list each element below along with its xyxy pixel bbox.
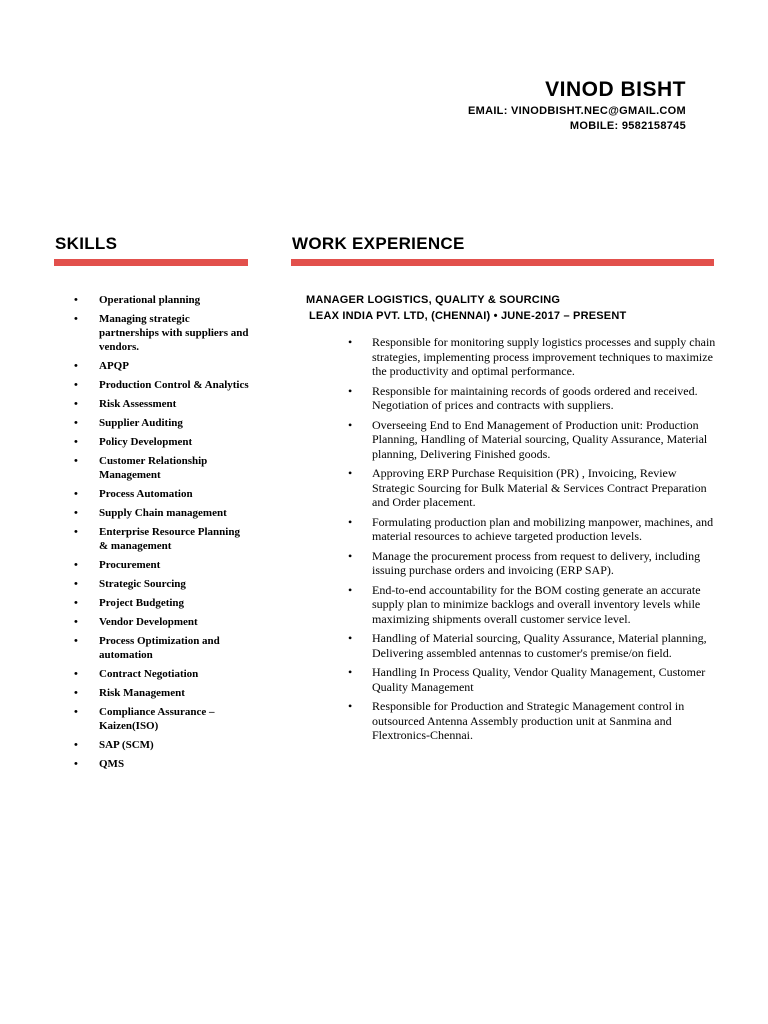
skill-item xyxy=(60,454,250,482)
skill-item xyxy=(60,435,250,449)
skills-heading: SKILLS xyxy=(55,234,118,253)
skill-item xyxy=(60,596,250,610)
duty-item-text: Manage the procurement process from request to delivery, including issuing purchase orders and invoicing (ERP SAP). xyxy=(372,548,701,577)
skill-item-text: Supply Chain management xyxy=(99,507,227,519)
duty-item xyxy=(340,515,718,544)
skill-item-text: Project Budgeting xyxy=(99,597,185,609)
bullet-icon: • xyxy=(74,294,78,306)
bullet-icon: • xyxy=(74,706,78,718)
skill-item xyxy=(60,312,250,354)
duty-item xyxy=(340,583,718,627)
bullet-icon: • xyxy=(348,631,353,645)
skill-item xyxy=(60,667,250,681)
bullet-icon: • xyxy=(74,488,78,500)
duty-item xyxy=(340,699,718,743)
bullet-icon: • xyxy=(348,417,353,432)
bullet-icon: • xyxy=(74,687,78,699)
bullet-icon: • xyxy=(74,668,78,680)
bullet-icon: • xyxy=(74,758,78,770)
skill-item-text: Enterprise Resource Planning & management xyxy=(99,526,240,552)
skill-item xyxy=(60,359,250,373)
skill-item-text: QMS xyxy=(99,758,125,770)
bullet-icon: • xyxy=(74,739,78,751)
candidate-name: VINOD BISHT xyxy=(545,78,686,101)
bullet-icon: • xyxy=(348,699,353,713)
bullet-icon: • xyxy=(74,578,78,590)
bullet-icon: • xyxy=(74,379,78,391)
skill-item-text: Supplier Auditing xyxy=(99,417,183,429)
duty-item-text: Handling In Process Quality, Vendor Quality Management, Customer Quality Management xyxy=(372,665,706,694)
skill-item xyxy=(60,378,250,392)
skill-item-text: Vendor Development xyxy=(99,616,198,628)
skill-item-text: Risk Management xyxy=(99,687,185,699)
bullet-icon: • xyxy=(74,398,78,410)
duty-item xyxy=(340,631,718,660)
bullet-icon: • xyxy=(74,526,78,538)
email-line: EMAIL: VINODBISHT.NEC@GMAIL.COM xyxy=(467,105,686,117)
duty-item xyxy=(340,418,718,462)
bullet-icon: • xyxy=(74,507,78,519)
duty-item xyxy=(340,665,718,694)
skill-item xyxy=(60,615,250,629)
duty-item-text: Overseeing End to End Management of Production unit: Production Planning, Handling of Material sourcing, Quality Assurance, Material planning, Delivering Finished goods. xyxy=(372,417,708,461)
bullet-icon: • xyxy=(348,548,353,563)
bullet-icon: • xyxy=(74,455,78,467)
duty-item xyxy=(340,384,718,413)
skills-divider xyxy=(54,259,248,266)
duty-item-text: Approving ERP Purchase Requisition (PR) , Invoicing, Review Strategic Sourcing for Bulk Material & Services Contract Preparation and Order placement. xyxy=(372,466,707,509)
skill-item xyxy=(60,525,250,553)
duty-item-text: End-to-end accountability for the BOM costing generate an accurate supply plan to minimize backlogs and overall inventory levels while maximizing shipments overall customer service level. xyxy=(372,582,701,626)
duty-item-text: Formulating production plan and mobilizing manpower, machines, and material resources to achieve targeted production levels. xyxy=(372,514,714,543)
bullet-icon: • xyxy=(348,383,353,398)
bullet-icon: • xyxy=(348,335,353,349)
skill-item-text: SAP (SCM) xyxy=(99,739,154,751)
bullet-icon: • xyxy=(74,360,78,372)
skill-item xyxy=(60,577,250,591)
skill-item-text: Contract Negotiation xyxy=(99,668,199,680)
skills-list xyxy=(60,293,250,776)
duty-item xyxy=(340,335,718,379)
skill-item-text: Customer Relationship Management xyxy=(99,455,208,481)
skill-item-text: Managing strategic partnerships with suppliers and vendors. xyxy=(99,313,249,353)
bullet-icon: • xyxy=(348,514,353,529)
skill-item xyxy=(60,757,250,771)
work-experience-heading: WORK EXPERIENCE xyxy=(292,234,465,253)
bullet-icon: • xyxy=(74,616,78,628)
skill-item xyxy=(60,397,250,411)
resume-header xyxy=(468,76,686,134)
duty-item-text: Responsible for monitoring supply logistics processes and supply chain strategies, implementing process improvement techniques to maximize the productivity and optimal performance. xyxy=(372,335,716,378)
duty-item-text: Responsible for maintaining records of goods ordered and received. Negotiation of prices and contracts with suppliers. xyxy=(372,383,698,412)
job-duties-list xyxy=(340,335,718,748)
skill-item xyxy=(60,487,250,501)
bullet-icon: • xyxy=(74,635,78,647)
job-company-line: LEAX INDIA PVT. LTD, (CHENNAI) • JUNE-2017 – PRESENT xyxy=(309,310,627,322)
skill-item-text: Strategic Sourcing xyxy=(99,578,186,590)
skill-item xyxy=(60,705,250,733)
skill-item-text: Procurement xyxy=(99,559,161,571)
bullet-icon: • xyxy=(348,665,353,679)
skill-item xyxy=(60,416,250,430)
duty-item-text: Handling of Material sourcing, Quality Assurance, Material planning, Delivering assembled antennas to customer's premise/on field. xyxy=(372,631,707,660)
work-experience-divider xyxy=(291,259,714,266)
bullet-icon: • xyxy=(348,466,353,480)
duty-item xyxy=(340,549,718,578)
skill-item-text: Operational planning xyxy=(99,294,201,306)
skill-item xyxy=(60,634,250,662)
skill-item xyxy=(60,293,250,307)
skill-item xyxy=(60,558,250,572)
skill-item xyxy=(60,738,250,752)
mobile-line: MOBILE: 9582158745 xyxy=(569,120,686,132)
skill-item-text: APQP xyxy=(99,360,129,372)
skill-item-text: Risk Assessment xyxy=(99,398,177,410)
duty-item-text: Responsible for Production and Strategic Management control in outsourced Antenna Assembly production unit at Sanmina and Flextronics-Chennai. xyxy=(372,699,685,742)
bullet-icon: • xyxy=(74,313,78,325)
skill-item-text: Policy Development xyxy=(99,436,193,448)
skill-item-text: Production Control & Analytics xyxy=(99,379,249,391)
bullet-icon: • xyxy=(74,597,78,609)
skill-item xyxy=(60,686,250,700)
bullet-icon: • xyxy=(74,417,78,429)
duty-item xyxy=(340,466,718,510)
skill-item xyxy=(60,506,250,520)
bullet-icon: • xyxy=(74,436,78,448)
skill-item-text: Process Automation xyxy=(99,488,193,500)
bullet-icon: • xyxy=(74,559,78,571)
job-title: MANAGER LOGISTICS, QUALITY & SOURCING xyxy=(306,294,561,306)
bullet-icon: • xyxy=(348,582,353,597)
skill-item-text: Compliance Assurance – Kaizen(ISO) xyxy=(99,706,215,732)
skill-item-text: Process Optimization and automation xyxy=(99,635,220,661)
